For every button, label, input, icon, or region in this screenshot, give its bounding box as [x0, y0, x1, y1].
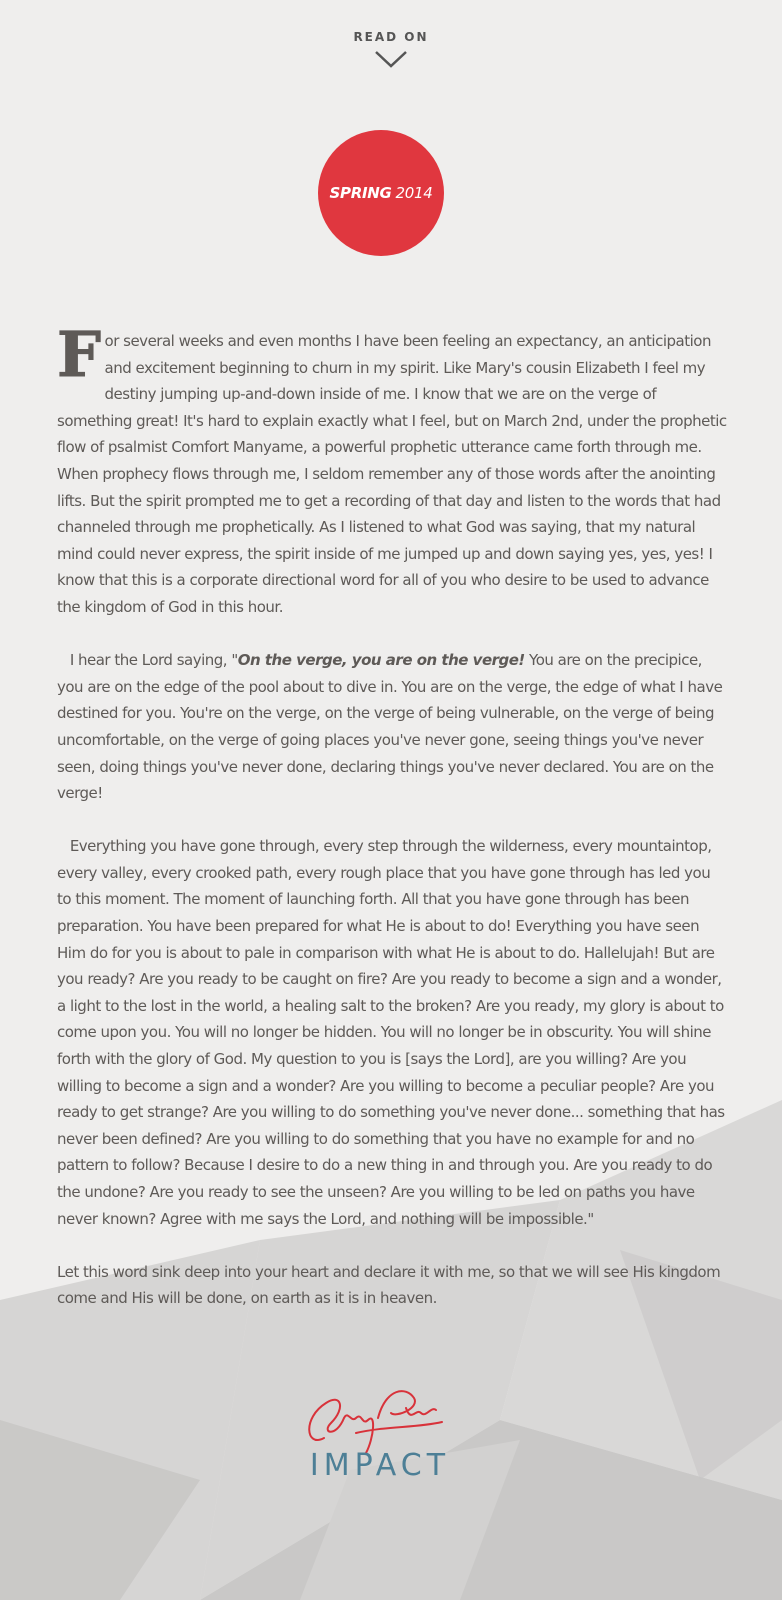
chevron-down-icon	[373, 48, 409, 70]
article-body	[57, 298, 727, 1339]
paragraph-2-emphasis: On the verge, you are on the verge!	[237, 651, 525, 670]
impact-logo: IMPACT	[309, 1448, 451, 1483]
article-paragraph-4	[57, 1259, 727, 1312]
paragraph-2-lead: I hear the Lord saying, "	[69, 651, 238, 670]
paragraph-3-text: Everything you have gone through, every step through the wilderness, every mountaintop, every valley, every crooked path, every rough place that you have gone through has led you to this moment. The moment of launching forth. All that you have gone through has been preparation. You have been prepared for what He is about to do! Everything you have seen Him do for you is about to pale in comparison with what He is about to do. Hallelujah! But are you ready? Are you ready to be caught on fire? Are you ready to become a sign and a wonder, a light to the lost in the world, a healing salt to the broken? Are you ready, my glory is about to come upon you. You will no longer be hidden. You will no longer be in obscurity. You will shine forth with the glory of God. My question to you is [says the Lord], are you willing? Are you willing to become a sign and a wonder? Are you willing to become a peculiar people? Are you ready to get strange? Are you willing to do something you've never done... something that has never been defined? Are you willing to do something that you have no example for and no pattern to follow? Because I desire to do a new thing in and through you. Are you ready to do the undone? Are you ready to see the unseen? Are you willing to be led on paths you have never known? Agree with me says the Lord, and nothing will be impossible."	[57, 837, 725, 1228]
paragraph-2-rest: You are on the precipice, you are on the edge of the pool about to dive in. You are on the verge, the edge of what I have destined for you. You're on the verge, on the verge of being vulnerable, on the verge of being uncomfortable, on the verge of going places you've never gone, seeing things you've never seen, doing things you've never done, declaring things you've never declared. You are on the verge!	[57, 651, 723, 803]
read-on-link[interactable]	[0, 30, 782, 70]
signature-icon	[296, 1378, 446, 1458]
season-year: 2014	[395, 184, 433, 202]
signature-block	[290, 1378, 470, 1498]
season-label: SPRING	[329, 184, 392, 202]
article-paragraph-2	[57, 647, 727, 807]
paragraph-1-text: or several weeks and even months I have been feeling an expectancy, an anticipation and excitement beginning to churn in my spirit. Like Mary's cousin Elizabeth I feel my destiny jumping up-and-down inside of me. I know that we are on the verge of something great! It's hard to explain exactly what I feel, but on March 2nd, under the prophetic flow of psalmist Comfort Manyame, a powerful prophetic utterance came forth through me. When prophecy flows through me, I seldom remember any of those words after the anointing lifts. But the spirit prompted me to get a recording of that day and listen to the words that had channeled through me prophetically. As I listened to what God was saying, that my natural mind could never express, the spirit inside of me jumped up and down saying yes, yes, yes! I know that this is a corporate directional word for all of you who desire to be used to advance the kingdom of God in this hour.	[57, 332, 727, 616]
season-badge	[318, 130, 444, 256]
read-on-label: READ ON	[353, 30, 429, 44]
article-paragraph-3	[57, 833, 727, 1232]
paragraph-4-text: Let this word sink deep into your heart and declare it with me, so that we will see His kingdom come and His will be done, on earth as it is in heaven.	[57, 1262, 721, 1308]
article-paragraph-1	[57, 298, 727, 621]
drop-cap: F	[57, 318, 101, 391]
